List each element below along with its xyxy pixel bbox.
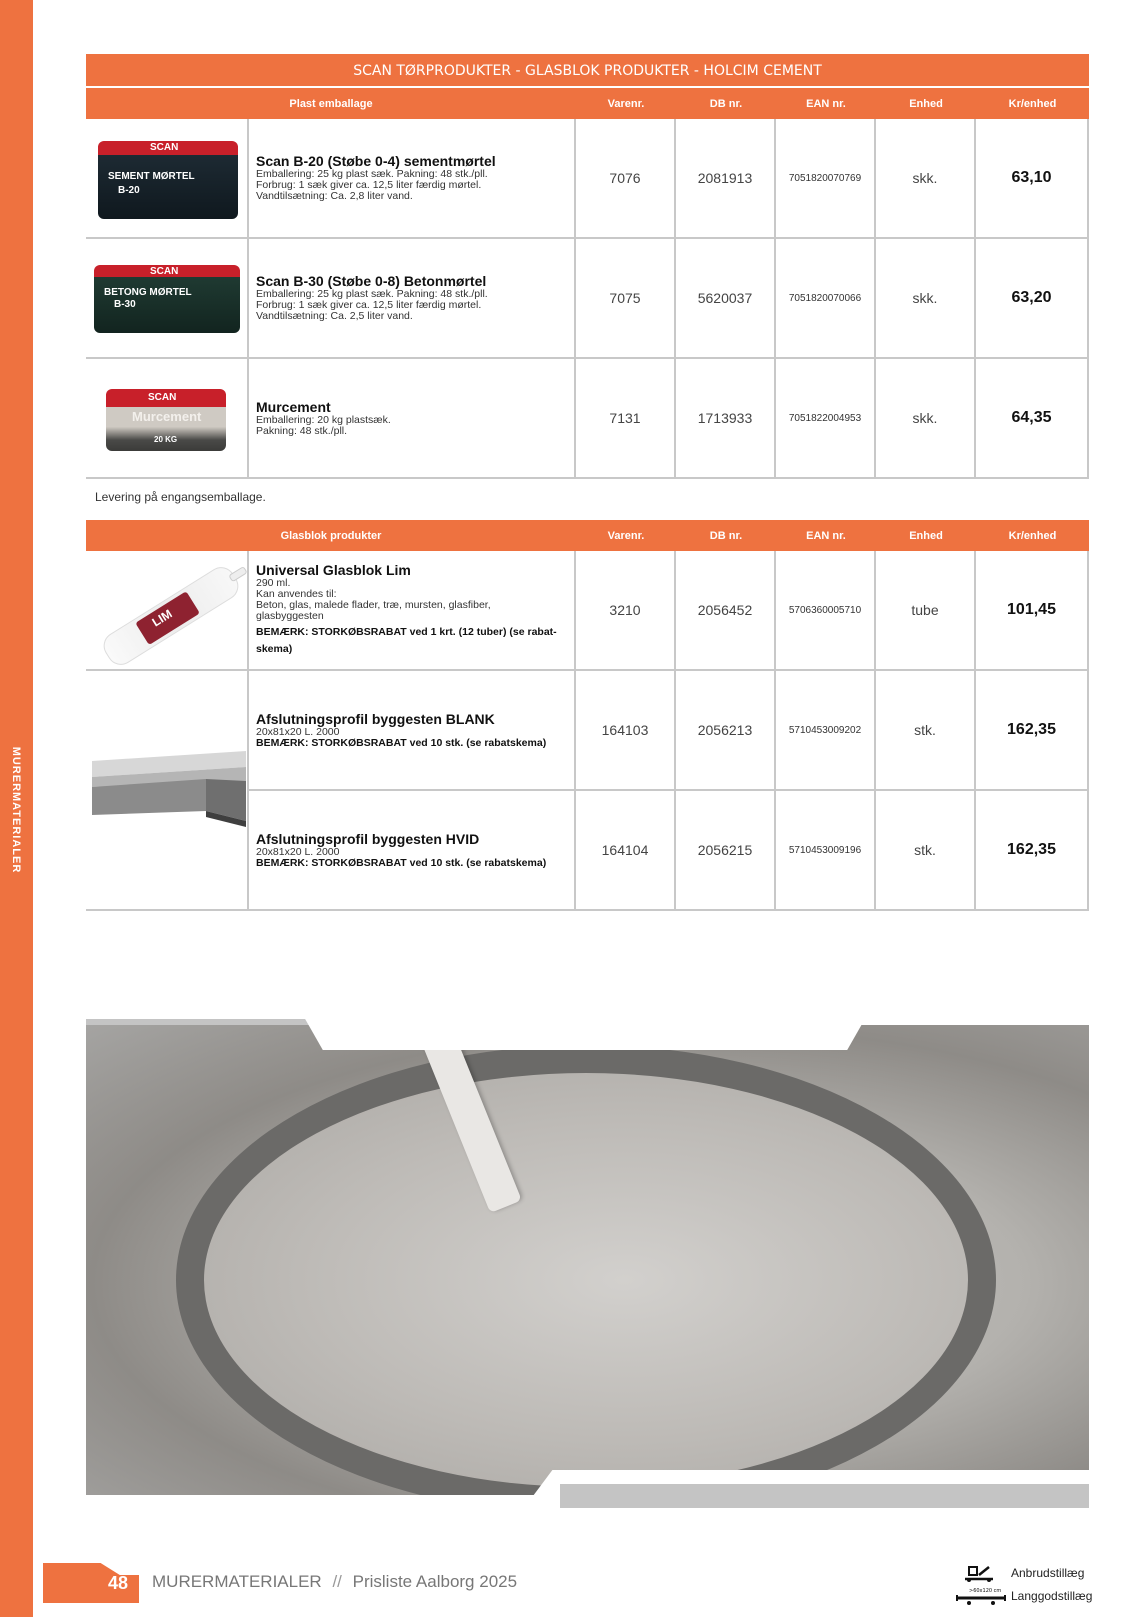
- cell-ean: 7051820070769: [776, 119, 876, 237]
- product-name: Murcement: [256, 398, 331, 415]
- footer-separator: //: [332, 1572, 342, 1591]
- table-header: [86, 88, 1089, 119]
- table-glasblok: [86, 520, 1089, 911]
- bucket: [176, 1045, 996, 1495]
- legend-anbrud: Anbrudstillæg: [1011, 1565, 1085, 1580]
- table-header: [86, 520, 1089, 551]
- long-goods-icon-text: >60x120 cm: [969, 1587, 1002, 1594]
- cell-ean: 5710453009202: [776, 671, 876, 791]
- bag-text: B-30: [114, 299, 136, 310]
- product-name: Scan B-30 (Støbe 0-8) Betonmørtel: [256, 273, 487, 289]
- product-detail: 20x81x20 L. 2000: [256, 845, 340, 858]
- product-note: BEMÆRK: STORKØBSRABAT ved 10 stk. (se rabatskema): [256, 856, 547, 869]
- header-group: Glasblok produkter: [280, 529, 382, 542]
- footer-title: [152, 1572, 517, 1592]
- bag-text: Murcement: [132, 409, 202, 424]
- header-enhed: Enhed: [909, 529, 943, 542]
- header-group: Plast emballage: [289, 97, 373, 110]
- cell-price: 64,35: [976, 359, 1089, 477]
- page-number: 48: [108, 1573, 129, 1593]
- cell-varenr: 7076: [576, 119, 676, 237]
- table-plast-emballage: [86, 54, 1089, 479]
- cell-enhed: skk.: [876, 239, 976, 357]
- header-kr: Kr/enhed: [1008, 529, 1057, 542]
- product-detail: Vandtilsætning: Ca. 2,8 liter vand.: [256, 190, 413, 202]
- cell-varenr: 3210: [576, 551, 676, 669]
- header-db: DB nr.: [709, 97, 743, 110]
- product-name: Afslutningsprofil byggesten HVID: [256, 830, 480, 847]
- long-goods-icon: [955, 1586, 1007, 1606]
- bag-text: SEMENT MØRTEL: [108, 171, 195, 182]
- product-detail: Beton, glas, malede flader, træ, mursten, glasfiber,: [256, 598, 491, 611]
- product-name: Universal Glasblok Lim: [256, 561, 411, 578]
- table-row: [86, 551, 1089, 671]
- table-row: [86, 359, 1089, 479]
- product-description: [249, 551, 576, 669]
- bag-text: B-20: [118, 185, 140, 196]
- product-detail: Forbrug: 1 sæk giver ca. 12,5 liter færdig mørtel.: [256, 299, 482, 311]
- cell-price: 162,35: [976, 791, 1089, 909]
- bag-brand: SCAN: [150, 142, 179, 153]
- legend-langgods: Langgodstillæg: [1011, 1588, 1093, 1603]
- cell-price: 63,10: [976, 119, 1089, 237]
- product-detail: Emballering: 20 kg plastsæk.: [256, 413, 391, 426]
- cell-enhed: skk.: [876, 119, 976, 237]
- table-row: [86, 239, 1089, 359]
- product-detail: Forbrug: 1 sæk giver ca. 12,5 liter færdig mørtel.: [256, 179, 482, 191]
- bag-text: 20 KG: [154, 435, 178, 444]
- cell-varenr: 7075: [576, 239, 676, 357]
- cell-varenr: 164103: [576, 671, 676, 791]
- table-row: [86, 791, 1089, 911]
- product-detail: Emballering: 25 kg plast sæk. Pakning: 48 stk./pll.: [256, 288, 488, 300]
- cell-price: 101,45: [976, 551, 1089, 669]
- cell-ean: 7051822004953: [776, 359, 876, 477]
- side-section-label: MURERMATERIALER: [10, 746, 22, 874]
- decor-mask: [300, 1010, 870, 1050]
- product-image-b30: [86, 239, 249, 357]
- cell-varenr: 7131: [576, 359, 676, 477]
- cell-price: 162,35: [976, 671, 1089, 791]
- product-description: [249, 119, 576, 237]
- product-description: [249, 359, 576, 477]
- product-name: Afslutningsprofil byggesten BLANK: [256, 710, 495, 727]
- cell-varenr: 164104: [576, 791, 676, 909]
- product-name: Scan B-20 (Støbe 0-4) sementmørtel: [256, 153, 496, 169]
- product-image-lim-tube: [86, 551, 249, 669]
- header-enhed: Enhed: [909, 97, 943, 110]
- product-detail: 290 ml.: [256, 576, 291, 589]
- forklift-icon: [955, 1563, 1007, 1583]
- delivery-note: Levering på engangsemballage.: [95, 490, 266, 504]
- product-note: BEMÆRK: STORKØBSRABAT ved 10 stk. (se rabatskema): [256, 736, 547, 749]
- cell-ean: 7051820070066: [776, 239, 876, 357]
- cell-db: 2056215: [676, 791, 776, 909]
- decor-band: [560, 1484, 1089, 1508]
- product-detail: glasbyggesten: [256, 609, 324, 622]
- cell-db: 2056213: [676, 671, 776, 791]
- bag-brand: SCAN: [148, 392, 177, 403]
- cell-db: 2056452: [676, 551, 776, 669]
- product-image-profile-empty: [86, 791, 249, 909]
- table-row: [86, 671, 1089, 791]
- cell-enhed: stk.: [876, 791, 976, 909]
- tube-text: LIM: [149, 606, 175, 630]
- cell-db: 5620037: [676, 239, 776, 357]
- cell-price: 63,20: [976, 239, 1089, 357]
- cell-enhed: stk.: [876, 671, 976, 791]
- table-row: [86, 119, 1089, 239]
- cell-ean: 5710453009196: [776, 791, 876, 909]
- header-varenr: Varenr.: [607, 97, 645, 110]
- bag-brand: SCAN: [150, 266, 179, 277]
- cell-enhed: tube: [876, 551, 976, 669]
- footer-legend: [955, 1561, 1092, 1607]
- product-description: [249, 791, 576, 909]
- product-image-b20: [86, 119, 249, 237]
- footer-section: MURERMATERIALER: [152, 1572, 322, 1591]
- cell-db: 1713933: [676, 359, 776, 477]
- product-detail: 20x81x20 L. 2000: [256, 725, 340, 738]
- cell-db: 2081913: [676, 119, 776, 237]
- cell-enhed: skk.: [876, 359, 976, 477]
- product-detail: Kan anvendes til:: [256, 587, 337, 600]
- header-db: DB nr.: [709, 529, 743, 542]
- header-kr: Kr/enhed: [1008, 97, 1057, 110]
- product-description: [249, 239, 576, 357]
- product-image-murcement: [86, 359, 249, 477]
- footer-catalog: Prisliste Aalborg 2025: [352, 1572, 518, 1591]
- product-detail: Pakning: 48 stk./pll.: [256, 424, 348, 437]
- bag-text: BETONG MØRTEL: [104, 287, 192, 298]
- header-ean: EAN nr.: [806, 529, 846, 542]
- cement-bucket-photo: [86, 1025, 1089, 1495]
- header-varenr: Varenr.: [607, 529, 645, 542]
- cell-ean: 5706360005710: [776, 551, 876, 669]
- product-detail: Emballering: 25 kg plast sæk. Pakning: 48 stk./pll.: [256, 168, 488, 180]
- header-ean: EAN nr.: [806, 97, 846, 110]
- product-image-profile: [86, 671, 249, 791]
- section-title: SCAN TØRPRODUKTER - GLASBLOK PRODUKTER - HOLCIM CEMENT: [86, 54, 1089, 88]
- product-description: [249, 671, 576, 791]
- product-detail: Vandtilsætning: Ca. 2,5 liter vand.: [256, 310, 413, 322]
- product-note: BEMÆRK: STORKØBSRABAT ved 1 krt. (12 tuber) (se rabat-skema): [256, 625, 557, 655]
